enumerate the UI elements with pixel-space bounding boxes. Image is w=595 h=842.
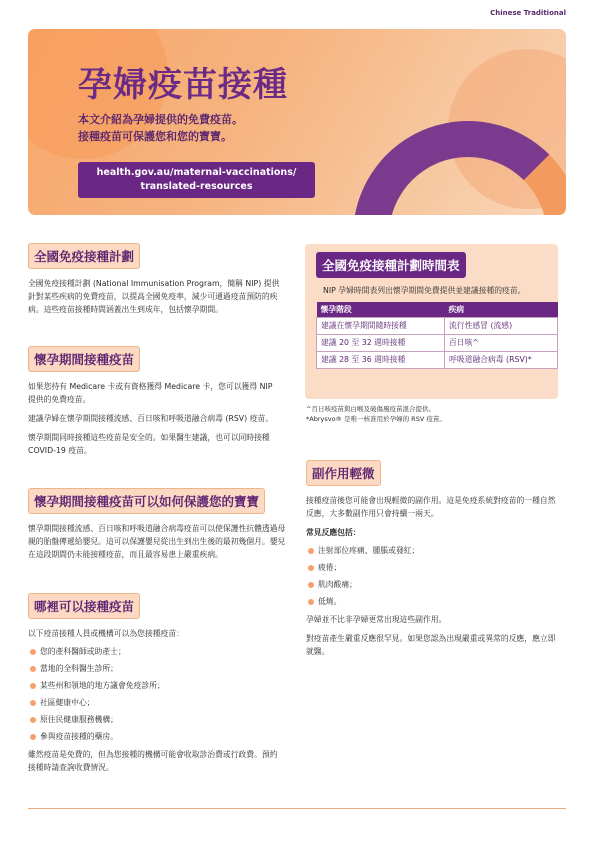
list-item: 社區健康中心； bbox=[28, 697, 281, 708]
list-item: 某些州和領地的地方議會免疫診所； bbox=[28, 680, 281, 691]
hero-banner bbox=[28, 29, 566, 215]
protect-section bbox=[28, 488, 288, 567]
footnote: *Abrysvo® 是唯一核准用於孕婦的 RSV 疫苗。 bbox=[306, 415, 446, 423]
list-item: 低燒。 bbox=[306, 596, 559, 607]
paragraph: 雖然疫苗是免費的，但為您接種的機構可能會收取診治費或行政費。預約接種時請查詢收費情況。 bbox=[28, 750, 278, 772]
page-title: 孕婦疫苗接種 bbox=[78, 65, 288, 105]
table-row bbox=[317, 318, 558, 335]
paragraph: 以下疫苗接種人員或機構可以為您接種疫苗： bbox=[28, 629, 184, 638]
list-title: 常見反應包括： bbox=[306, 528, 361, 537]
schedule-table bbox=[316, 302, 558, 369]
footer-divider bbox=[28, 808, 566, 809]
section-heading: 全國免疫接種計劃 bbox=[28, 243, 140, 269]
table-cell: 流行性感冒 (流感) bbox=[445, 318, 558, 335]
language-label: Chinese Traditional bbox=[490, 9, 566, 17]
table-cell: 建議 28 至 36 週時接種 bbox=[317, 352, 445, 369]
paragraph: 懷孕期間同時接種這些疫苗是安全的。如果醫生建議，也可以同時接種 COVID-19 疫苗。 bbox=[28, 433, 270, 455]
list-item: 您的產科醫師或助產士； bbox=[28, 646, 281, 657]
table-cell: 呼吸道融合病毒 (RSV)* bbox=[445, 352, 558, 369]
schedule-box bbox=[305, 244, 558, 399]
paragraph: 建議孕婦在懷孕期間接種流感、百日咳和呼吸道融合病毒 (RSV) 疫苗。 bbox=[28, 414, 274, 423]
footnote: ^百日咳疫苗與白喉及破傷風疫苗混合提供。 bbox=[306, 405, 435, 413]
section-heading: 懷孕期間接種疫苗可以如何保護您的寶寶 bbox=[28, 488, 265, 514]
column-header: 懷孕階段 bbox=[317, 302, 445, 318]
list-item: 肌肉酸痛； bbox=[306, 579, 559, 590]
pregnancy-section bbox=[28, 346, 281, 463]
column-header: 疾病 bbox=[445, 302, 558, 318]
where-section bbox=[28, 593, 281, 780]
table-row bbox=[317, 335, 558, 352]
paragraph: 對疫苗產生嚴重反應很罕見。如果您認為出現嚴重或異常的反應，應立即就醫。 bbox=[306, 634, 556, 656]
section-heading: 副作用輕微 bbox=[306, 460, 381, 486]
url-line: translated-resources bbox=[140, 181, 253, 192]
paragraph: 懷孕期間接種流感、百日咳和呼吸道融合病毒疫苗可以使保護性抗體透過母親的胎盤傳遞給嬰兒。這可以保護嬰兒從出生到出生後的最初幾個月。嬰兒在這段期間仍未能接種疫苗，而且最容易患上嚴重疾病。 bbox=[28, 524, 286, 559]
section-heading: 哪裡可以接種疫苗 bbox=[28, 593, 140, 619]
nip-section bbox=[28, 243, 281, 322]
side-effects-section bbox=[306, 460, 559, 664]
url-line: health.gov.au/maternal-vaccinations/ bbox=[96, 167, 297, 178]
paragraph: 接種疫苗後您可能會出現輕微的副作用。這是免疫系統對疫苗的一種自然反應，大多數副作用只會持續一兩天。 bbox=[306, 496, 556, 518]
reaction-list bbox=[306, 545, 559, 607]
paragraph: 孕婦並不比非孕婦更常出現這些副作用。 bbox=[306, 615, 447, 624]
list-item: 注射部位疼痛、腫脹或發紅； bbox=[306, 545, 559, 556]
section-heading: 全國免疫接種計劃時間表 bbox=[316, 252, 466, 278]
list-item: 當地的全科醫生診所； bbox=[28, 663, 281, 674]
schedule-footnotes bbox=[306, 404, 559, 424]
provider-list bbox=[28, 646, 281, 742]
list-item: 原住民健康服務機構； bbox=[28, 714, 281, 725]
table-cell: 建議在懷孕期間隨時接種 bbox=[317, 318, 445, 335]
list-item: 疲倦； bbox=[306, 562, 559, 573]
subtitle-line: 接種疫苗可保護您和您的寶寶。 bbox=[78, 130, 232, 143]
table-cell: 建議 20 至 32 週時接種 bbox=[317, 335, 445, 352]
page-subtitle bbox=[78, 111, 243, 145]
paragraph: 全國免疫接種計劃 (National Immunisation Program，簡稱 NIP) 提供針對某些疾病的免費疫苗，以提高全國免疫率，減少可通過疫苗預防的疾病。這些疫苗接種時間涵蓋出生到成年，包括懷孕期間。 bbox=[28, 279, 280, 314]
resource-url-link[interactable] bbox=[78, 162, 315, 198]
list-item: 參與疫苗接種的藥房。 bbox=[28, 731, 281, 742]
table-row bbox=[317, 352, 558, 369]
table-cell: 百日咳^ bbox=[445, 335, 558, 352]
schedule-note: NIP 孕婦時間表列出懷孕期間免費提供並建議接種的疫苗。 bbox=[323, 286, 526, 295]
section-heading: 懷孕期間接種疫苗 bbox=[28, 346, 140, 372]
paragraph: 如果您持有 Medicare 卡或有資格獲得 Medicare 卡，您可以獲得 NIP 提供的免費疫苗。 bbox=[28, 382, 273, 404]
subtitle-line: 本文介紹為孕婦提供的免費疫苗。 bbox=[78, 113, 243, 126]
